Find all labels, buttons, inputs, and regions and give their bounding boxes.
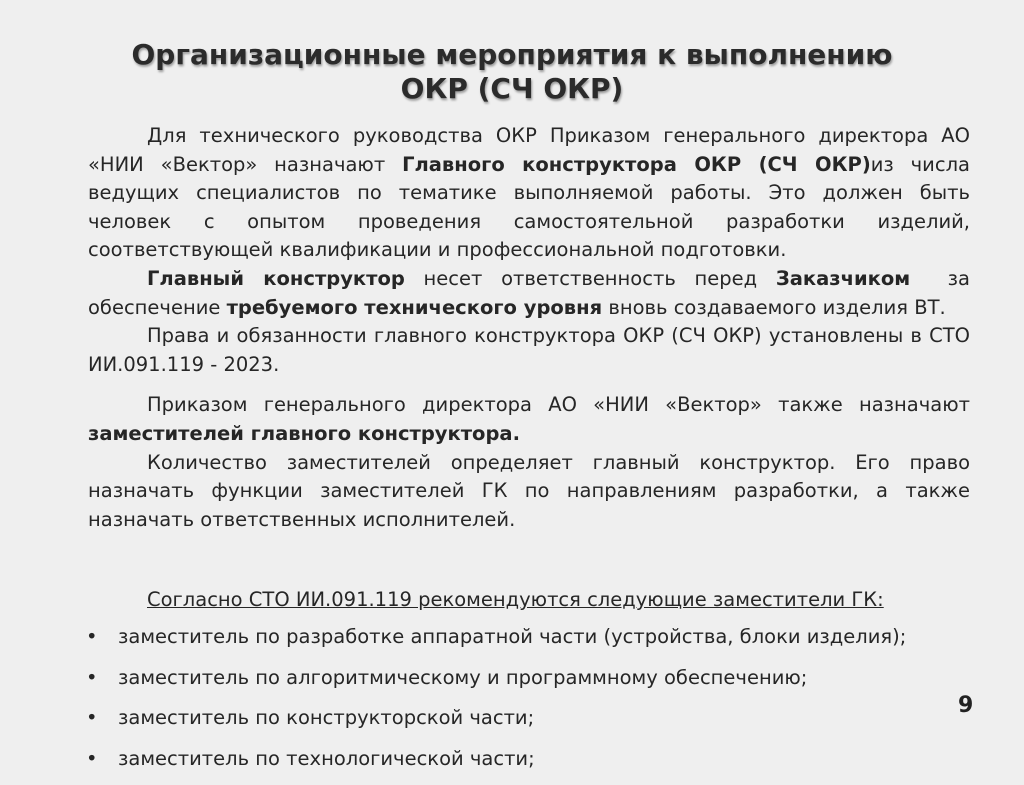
title-line-1: Организационные мероприятия к выполнению bbox=[0, 38, 1024, 72]
paragraph-1-bold: Главного конструктора ОКР (СЧ ОКР) bbox=[402, 153, 871, 176]
paragraph-2-text-d: за обеспечение bbox=[88, 267, 976, 319]
list-item-text: заместитель по конструкторской части; bbox=[118, 706, 534, 729]
paragraph-5: Количество заместителей определяет главный конструктор. Его право назначать функции заместителей ГК по направлениям разработки, а также назначать ответственных исполнителей. bbox=[88, 449, 970, 535]
list-item bbox=[86, 664, 986, 705]
list-item bbox=[86, 623, 986, 664]
bullet-icon: • bbox=[86, 704, 98, 732]
bullet-icon: • bbox=[86, 664, 98, 692]
paragraph-2-text-b: несет ответственность перед bbox=[405, 267, 776, 290]
list-item bbox=[86, 704, 986, 745]
body-text bbox=[88, 122, 970, 534]
slide-title bbox=[0, 38, 1024, 106]
paragraph-2-bold-c: Заказчиком bbox=[776, 267, 910, 290]
paragraph-1-text-a: Для технического руководства ОКР Приказом генерального директора АО «НИИ «Вектор» назначают bbox=[88, 124, 970, 176]
paragraph-3: Права и обязанности главного конструктора ОКР (СЧ ОКР) установлены в СТО ИИ.091.119 - 2023. bbox=[88, 322, 970, 379]
paragraph-4 bbox=[88, 391, 970, 448]
deputies-list bbox=[86, 623, 986, 785]
paragraph-1 bbox=[88, 122, 970, 265]
paragraph-1-text-c: из числа ведущих специалистов по тематике выполняемой работы. Это должен быть человек с опытом проведения самостоятельной разработки изделий, соответствующей квалификации и профессиональной подготовки. bbox=[88, 153, 970, 262]
list-item-text: заместитель по разработке аппаратной части (устройства, блоки изделия); bbox=[118, 625, 906, 648]
list-item bbox=[86, 745, 986, 785]
bullet-icon: • bbox=[86, 623, 98, 651]
list-heading: Согласно СТО ИИ.091.119 рекомендуются следующие заместители ГК: bbox=[147, 586, 884, 614]
list-item-text: заместитель по алгоритмическому и программному обеспечению; bbox=[118, 666, 807, 689]
bullet-icon: • bbox=[86, 745, 98, 773]
paragraph-2-bold-a: Главный конструктор bbox=[147, 267, 405, 290]
paragraph-2 bbox=[88, 265, 970, 322]
paragraph-4-text-a: Приказом генерального директора АО «НИИ «Вектор» также назначают bbox=[147, 393, 970, 416]
title-line-2: ОКР (СЧ ОКР) bbox=[0, 72, 1024, 106]
paragraph-2-text-f: вновь создаваемого изделия ВТ. bbox=[602, 296, 946, 319]
page-number: 9 bbox=[958, 693, 973, 718]
list-item-text: заместитель по технологической части; bbox=[118, 747, 535, 770]
paragraph-2-bold-e: требуемого технического уровня bbox=[227, 296, 603, 319]
paragraph-4-bold: заместителей главного конструктора. bbox=[88, 422, 520, 445]
